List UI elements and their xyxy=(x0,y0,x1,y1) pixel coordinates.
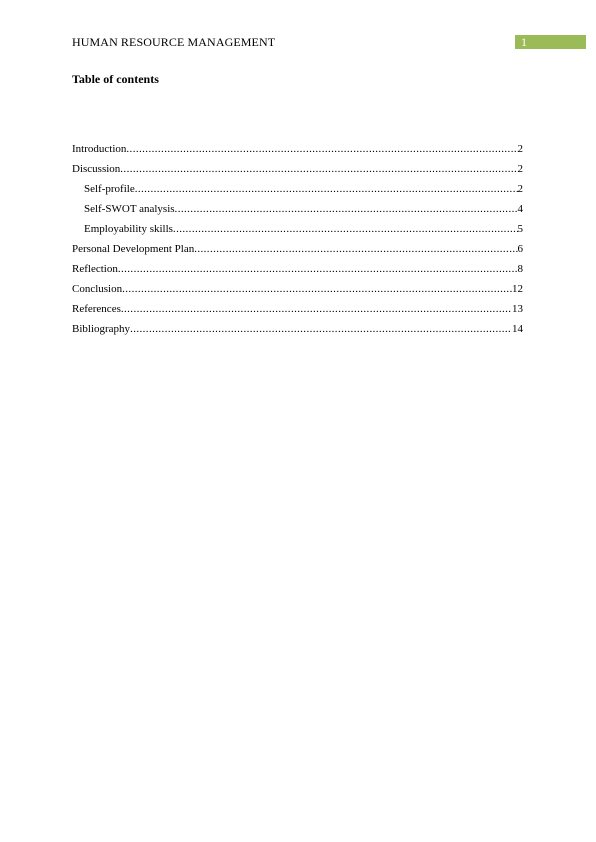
toc-entry-bibliography[interactable] xyxy=(72,322,523,342)
toc-entry-page: 12 xyxy=(512,283,523,295)
toc-entry-self-swot-analysis[interactable] xyxy=(72,202,523,222)
toc-entry-page: 5 xyxy=(517,223,523,235)
toc-entry-conclusion[interactable] xyxy=(72,282,523,302)
toc-dot-leader xyxy=(135,182,518,196)
toc-dot-leader xyxy=(130,322,512,336)
toc-entry-reflection[interactable] xyxy=(72,262,523,282)
toc-entry-label: Introduction xyxy=(72,143,127,155)
page-number: 1 xyxy=(521,35,527,49)
toc-entry-page: 4 xyxy=(517,203,523,215)
toc-entry-label: Personal Development Plan xyxy=(72,243,195,255)
toc-entry-label: Conclusion xyxy=(72,283,123,295)
toc-entry-page: 6 xyxy=(517,243,523,255)
toc-entry-self-profile[interactable] xyxy=(72,182,523,202)
toc-dot-leader xyxy=(194,242,517,256)
toc-heading: Table of contents xyxy=(72,72,159,86)
table-of-contents xyxy=(72,142,523,342)
toc-entry-label: Self-profile xyxy=(84,183,135,195)
toc-entry-introduction[interactable] xyxy=(72,142,523,162)
toc-entry-discussion[interactable] xyxy=(72,162,523,182)
toc-entry-label: Employability skills xyxy=(84,223,173,235)
toc-entry-page: 2 xyxy=(517,163,523,175)
toc-entry-employability-skills[interactable] xyxy=(72,222,523,242)
toc-entry-references[interactable] xyxy=(72,302,523,322)
toc-dot-leader xyxy=(173,222,518,236)
toc-entry-label: Bibliography xyxy=(72,323,131,335)
toc-entry-label: References xyxy=(72,303,121,315)
toc-entry-page: 8 xyxy=(517,263,523,275)
toc-entry-page: 2 xyxy=(517,183,523,195)
toc-dot-leader xyxy=(126,142,517,156)
page-number-box xyxy=(515,35,586,49)
toc-entry-label: Self-SWOT analysis xyxy=(84,203,175,215)
toc-entry-label: Reflection xyxy=(72,263,118,275)
toc-entry-page: 13 xyxy=(512,303,523,315)
toc-entry-personal-development-plan[interactable] xyxy=(72,242,523,262)
toc-dot-leader xyxy=(118,262,518,276)
toc-entry-page: 14 xyxy=(512,323,523,335)
running-header-title: HUMAN RESOURCE MANAGEMENT xyxy=(72,35,276,49)
toc-dot-leader xyxy=(175,202,518,216)
toc-dot-leader xyxy=(122,282,512,296)
toc-dot-leader xyxy=(121,302,512,316)
toc-dot-leader xyxy=(120,162,517,176)
toc-entry-page: 2 xyxy=(517,143,523,155)
toc-entry-label: Discussion xyxy=(72,163,121,175)
